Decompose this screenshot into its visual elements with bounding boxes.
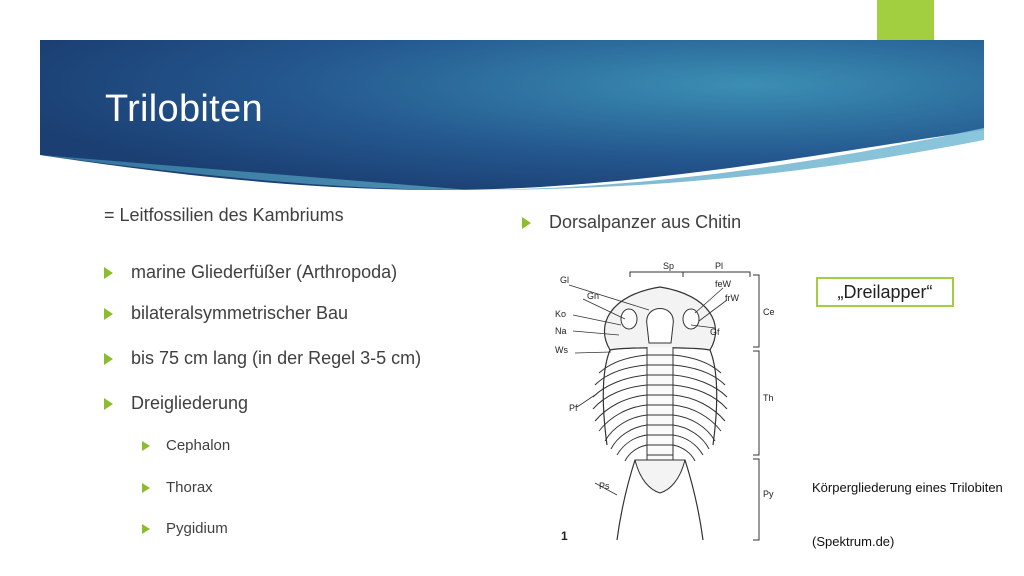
- figure-source: (Spektrum.de): [812, 534, 895, 549]
- sub-bullet-label: Thorax: [166, 479, 213, 496]
- figure-number: 1: [561, 529, 568, 543]
- callout-text: „Dreilapper“: [837, 281, 933, 302]
- intro-text: = Leitfossilien des Kambriums: [104, 205, 344, 225]
- bullet-arrow-icon: [522, 217, 531, 229]
- bullet-arrow-icon: [104, 398, 113, 410]
- bullet-label: bis 75 cm lang (in der Regel 3-5 cm): [131, 348, 422, 368]
- bullet-arrow-icon: [142, 524, 150, 534]
- bullet-label: bilateralsymmetrischer Bau: [131, 303, 349, 323]
- diagram-label: Pl: [715, 261, 724, 271]
- diagram-label: Ws: [555, 345, 568, 355]
- bullet-label: Dreigliederung: [131, 393, 249, 413]
- diagram-label: frW: [725, 293, 739, 303]
- sub-bullet-item: [142, 520, 228, 537]
- diagram-label: Ce: [763, 307, 775, 317]
- diagram-label: Pf: [569, 403, 578, 413]
- bullet-item: [104, 262, 397, 283]
- slide-title: Trilobiten: [105, 88, 263, 130]
- diagram-label: Th: [763, 393, 774, 403]
- diagram-label: Gf: [710, 327, 720, 337]
- bullet-item: [104, 303, 348, 324]
- bullet-arrow-icon: [104, 353, 113, 365]
- bullet-item: [104, 393, 248, 414]
- bullet-label: Dorsalpanzer aus Chitin: [549, 212, 742, 232]
- diagram-label: Py: [763, 489, 774, 499]
- diagram-label: Na: [555, 326, 567, 336]
- bullet-arrow-icon: [104, 308, 113, 320]
- diagram-label: Gl: [560, 275, 569, 285]
- diagram-label: feW: [715, 279, 732, 289]
- diagram-label: Sp: [663, 261, 675, 271]
- sub-bullet-item: [142, 437, 230, 454]
- bullet-arrow-icon: [104, 267, 113, 279]
- callout-box: [816, 277, 954, 307]
- sub-bullet-label: Cephalon: [166, 437, 231, 454]
- bullet-label: marine Gliederfüßer (Arthropoda): [131, 262, 398, 282]
- sub-bullet-item: [142, 479, 213, 496]
- trilobite-diagram: [555, 255, 795, 550]
- sub-bullet-label: Pygidium: [166, 520, 228, 537]
- figure-caption: Körpergliederung eines Trilobiten: [812, 480, 1003, 495]
- bullet-item-right: [522, 212, 741, 233]
- bullet-item: [104, 348, 421, 369]
- diagram-label: Gn: [587, 291, 600, 301]
- bullet-arrow-icon: [142, 441, 150, 451]
- diagram-label: Ps: [599, 481, 610, 491]
- bullet-arrow-icon: [142, 483, 150, 493]
- diagram-label: Ko: [555, 309, 567, 319]
